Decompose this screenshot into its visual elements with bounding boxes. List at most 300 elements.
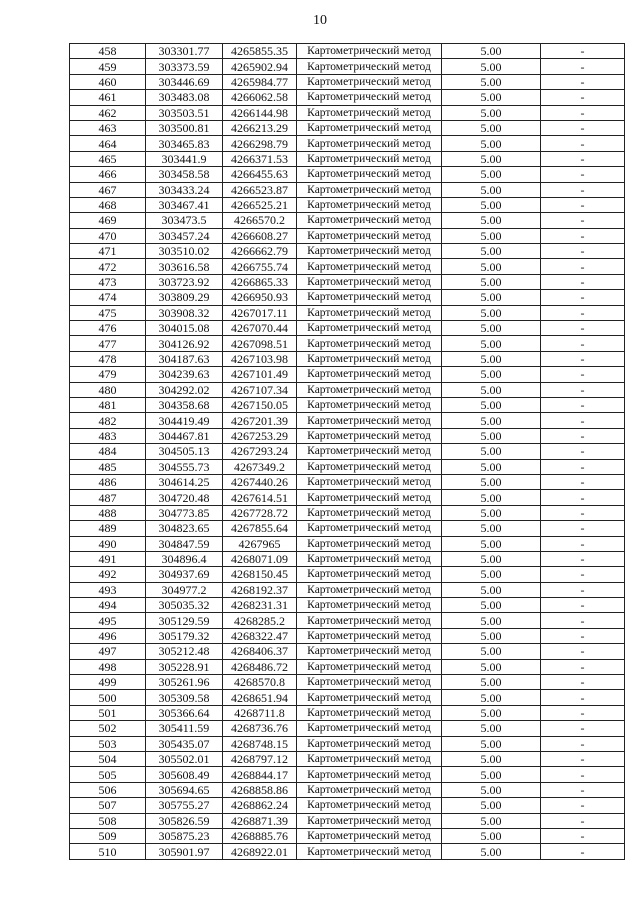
note-cell: - bbox=[541, 44, 625, 59]
note-cell: - bbox=[541, 444, 625, 459]
accuracy-cell: 5.00 bbox=[442, 213, 541, 228]
accuracy-cell: 5.00 bbox=[442, 521, 541, 536]
point-number-cell: 509 bbox=[70, 828, 146, 843]
note-cell: - bbox=[541, 59, 625, 74]
method-cell: Картометрический метод bbox=[297, 413, 442, 428]
y-coordinate-cell: 4267614.51 bbox=[223, 490, 297, 505]
x-coordinate-cell: 304847.59 bbox=[146, 536, 223, 551]
note-cell: - bbox=[541, 598, 625, 613]
note-cell: - bbox=[541, 459, 625, 474]
method-cell: Картометрический метод bbox=[297, 367, 442, 382]
x-coordinate-cell: 304896.4 bbox=[146, 551, 223, 566]
method-cell: Картометрический метод bbox=[297, 490, 442, 505]
y-coordinate-cell: 4266523.87 bbox=[223, 182, 297, 197]
accuracy-cell: 5.00 bbox=[442, 798, 541, 813]
note-cell: - bbox=[541, 259, 625, 274]
method-cell: Картометрический метод bbox=[297, 582, 442, 597]
y-coordinate-cell: 4268570.8 bbox=[223, 675, 297, 690]
accuracy-cell: 5.00 bbox=[442, 474, 541, 489]
note-cell: - bbox=[541, 798, 625, 813]
accuracy-cell: 5.00 bbox=[442, 751, 541, 766]
table-row bbox=[70, 151, 625, 166]
x-coordinate-cell: 305179.32 bbox=[146, 628, 223, 643]
x-coordinate-cell: 303467.41 bbox=[146, 197, 223, 212]
point-number-cell: 499 bbox=[70, 675, 146, 690]
accuracy-cell: 5.00 bbox=[442, 644, 541, 659]
y-coordinate-cell: 4268651.94 bbox=[223, 690, 297, 705]
x-coordinate-cell: 303301.77 bbox=[146, 44, 223, 59]
method-cell: Картометрический метод bbox=[297, 397, 442, 412]
note-cell: - bbox=[541, 551, 625, 566]
y-coordinate-cell: 4266950.93 bbox=[223, 290, 297, 305]
x-coordinate-cell: 305826.59 bbox=[146, 813, 223, 828]
method-cell: Картометрический метод bbox=[297, 136, 442, 151]
point-number-cell: 473 bbox=[70, 274, 146, 289]
method-cell: Картометрический метод bbox=[297, 274, 442, 289]
method-cell: Картометрический метод bbox=[297, 828, 442, 843]
point-number-cell: 484 bbox=[70, 444, 146, 459]
x-coordinate-cell: 303433.24 bbox=[146, 182, 223, 197]
y-coordinate-cell: 4266213.29 bbox=[223, 120, 297, 135]
y-coordinate-cell: 4268797.12 bbox=[223, 751, 297, 766]
point-number-cell: 467 bbox=[70, 182, 146, 197]
table-row bbox=[70, 751, 625, 766]
point-number-cell: 503 bbox=[70, 736, 146, 751]
method-cell: Картометрический метод bbox=[297, 521, 442, 536]
table-row bbox=[70, 782, 625, 797]
point-number-cell: 462 bbox=[70, 105, 146, 120]
method-cell: Картометрический метод bbox=[297, 444, 442, 459]
accuracy-cell: 5.00 bbox=[442, 490, 541, 505]
note-cell: - bbox=[541, 582, 625, 597]
note-cell: - bbox=[541, 367, 625, 382]
accuracy-cell: 5.00 bbox=[442, 336, 541, 351]
table-row bbox=[70, 736, 625, 751]
x-coordinate-cell: 304292.02 bbox=[146, 382, 223, 397]
y-coordinate-cell: 4268862.24 bbox=[223, 798, 297, 813]
accuracy-cell: 5.00 bbox=[442, 567, 541, 582]
x-coordinate-cell: 303809.29 bbox=[146, 290, 223, 305]
y-coordinate-cell: 4268322.47 bbox=[223, 628, 297, 643]
x-coordinate-cell: 304614.25 bbox=[146, 474, 223, 489]
accuracy-cell: 5.00 bbox=[442, 675, 541, 690]
x-coordinate-cell: 305608.49 bbox=[146, 767, 223, 782]
table-row bbox=[70, 813, 625, 828]
x-coordinate-cell: 303503.51 bbox=[146, 105, 223, 120]
note-cell: - bbox=[541, 197, 625, 212]
table-row bbox=[70, 105, 625, 120]
x-coordinate-cell: 303373.59 bbox=[146, 59, 223, 74]
note-cell: - bbox=[541, 244, 625, 259]
table-row bbox=[70, 536, 625, 551]
y-coordinate-cell: 4266371.53 bbox=[223, 151, 297, 166]
table-row bbox=[70, 90, 625, 105]
y-coordinate-cell: 4267070.44 bbox=[223, 321, 297, 336]
x-coordinate-cell: 304823.65 bbox=[146, 521, 223, 536]
y-coordinate-cell: 4267965 bbox=[223, 536, 297, 551]
point-number-cell: 492 bbox=[70, 567, 146, 582]
method-cell: Картометрический метод bbox=[297, 228, 442, 243]
x-coordinate-cell: 305261.96 bbox=[146, 675, 223, 690]
table-row bbox=[70, 59, 625, 74]
method-cell: Картометрический метод bbox=[297, 782, 442, 797]
x-coordinate-cell: 303457.24 bbox=[146, 228, 223, 243]
table-row bbox=[70, 382, 625, 397]
x-coordinate-cell: 305755.27 bbox=[146, 798, 223, 813]
table-row bbox=[70, 567, 625, 582]
accuracy-cell: 5.00 bbox=[442, 197, 541, 212]
accuracy-cell: 5.00 bbox=[442, 182, 541, 197]
point-number-cell: 464 bbox=[70, 136, 146, 151]
note-cell: - bbox=[541, 813, 625, 828]
x-coordinate-cell: 304239.63 bbox=[146, 367, 223, 382]
point-number-cell: 483 bbox=[70, 428, 146, 443]
table-row bbox=[70, 690, 625, 705]
accuracy-cell: 5.00 bbox=[442, 90, 541, 105]
x-coordinate-cell: 303465.83 bbox=[146, 136, 223, 151]
coordinates-table-body bbox=[70, 44, 625, 860]
note-cell: - bbox=[541, 690, 625, 705]
table-row bbox=[70, 259, 625, 274]
method-cell: Картометрический метод bbox=[297, 459, 442, 474]
note-cell: - bbox=[541, 167, 625, 182]
table-row bbox=[70, 44, 625, 59]
y-coordinate-cell: 4268192.37 bbox=[223, 582, 297, 597]
y-coordinate-cell: 4268406.37 bbox=[223, 644, 297, 659]
method-cell: Картометрический метод bbox=[297, 721, 442, 736]
method-cell: Картометрический метод bbox=[297, 644, 442, 659]
accuracy-cell: 5.00 bbox=[442, 828, 541, 843]
note-cell: - bbox=[541, 767, 625, 782]
accuracy-cell: 5.00 bbox=[442, 228, 541, 243]
table-row bbox=[70, 444, 625, 459]
y-coordinate-cell: 4267253.29 bbox=[223, 428, 297, 443]
y-coordinate-cell: 4268858.86 bbox=[223, 782, 297, 797]
note-cell: - bbox=[541, 305, 625, 320]
note-cell: - bbox=[541, 413, 625, 428]
table-row bbox=[70, 305, 625, 320]
x-coordinate-cell: 303510.02 bbox=[146, 244, 223, 259]
table-row bbox=[70, 336, 625, 351]
page-number: 10 bbox=[313, 13, 327, 28]
y-coordinate-cell: 4266144.98 bbox=[223, 105, 297, 120]
x-coordinate-cell: 304467.81 bbox=[146, 428, 223, 443]
accuracy-cell: 5.00 bbox=[442, 259, 541, 274]
y-coordinate-cell: 4268486.72 bbox=[223, 659, 297, 674]
x-coordinate-cell: 305212.48 bbox=[146, 644, 223, 659]
point-number-cell: 498 bbox=[70, 659, 146, 674]
accuracy-cell: 5.00 bbox=[442, 844, 541, 859]
table-row bbox=[70, 675, 625, 690]
method-cell: Картометрический метод bbox=[297, 59, 442, 74]
x-coordinate-cell: 304015.08 bbox=[146, 321, 223, 336]
table-row bbox=[70, 428, 625, 443]
point-number-cell: 478 bbox=[70, 351, 146, 366]
method-cell: Картометрический метод bbox=[297, 844, 442, 859]
x-coordinate-cell: 303723.92 bbox=[146, 274, 223, 289]
table-row bbox=[70, 767, 625, 782]
y-coordinate-cell: 4267107.34 bbox=[223, 382, 297, 397]
accuracy-cell: 5.00 bbox=[442, 613, 541, 628]
accuracy-cell: 5.00 bbox=[442, 321, 541, 336]
method-cell: Картометрический метод bbox=[297, 474, 442, 489]
point-number-cell: 489 bbox=[70, 521, 146, 536]
x-coordinate-cell: 304773.85 bbox=[146, 505, 223, 520]
note-cell: - bbox=[541, 351, 625, 366]
y-coordinate-cell: 4267349.2 bbox=[223, 459, 297, 474]
note-cell: - bbox=[541, 751, 625, 766]
y-coordinate-cell: 4267098.51 bbox=[223, 336, 297, 351]
method-cell: Картометрический метод bbox=[297, 259, 442, 274]
accuracy-cell: 5.00 bbox=[442, 582, 541, 597]
y-coordinate-cell: 4266865.33 bbox=[223, 274, 297, 289]
table-row bbox=[70, 505, 625, 520]
table-row bbox=[70, 521, 625, 536]
y-coordinate-cell: 4266455.63 bbox=[223, 167, 297, 182]
point-number-cell: 465 bbox=[70, 151, 146, 166]
point-number-cell: 494 bbox=[70, 598, 146, 613]
x-coordinate-cell: 303446.69 bbox=[146, 74, 223, 89]
x-coordinate-cell: 303908.32 bbox=[146, 305, 223, 320]
y-coordinate-cell: 4265984.77 bbox=[223, 74, 297, 89]
table-row bbox=[70, 490, 625, 505]
x-coordinate-cell: 305366.64 bbox=[146, 705, 223, 720]
method-cell: Картометрический метод bbox=[297, 767, 442, 782]
table-row bbox=[70, 659, 625, 674]
note-cell: - bbox=[541, 136, 625, 151]
point-number-cell: 488 bbox=[70, 505, 146, 520]
table-row bbox=[70, 351, 625, 366]
accuracy-cell: 5.00 bbox=[442, 659, 541, 674]
accuracy-cell: 5.00 bbox=[442, 397, 541, 412]
point-number-cell: 508 bbox=[70, 813, 146, 828]
note-cell: - bbox=[541, 675, 625, 690]
table-row bbox=[70, 290, 625, 305]
note-cell: - bbox=[541, 844, 625, 859]
x-coordinate-cell: 304505.13 bbox=[146, 444, 223, 459]
method-cell: Картометрический метод bbox=[297, 659, 442, 674]
y-coordinate-cell: 4266062.58 bbox=[223, 90, 297, 105]
accuracy-cell: 5.00 bbox=[442, 628, 541, 643]
table-row bbox=[70, 274, 625, 289]
table-row bbox=[70, 413, 625, 428]
method-cell: Картометрический метод bbox=[297, 567, 442, 582]
accuracy-cell: 5.00 bbox=[442, 413, 541, 428]
table-row bbox=[70, 213, 625, 228]
accuracy-cell: 5.00 bbox=[442, 444, 541, 459]
coordinates-table bbox=[69, 43, 625, 860]
method-cell: Картометрический метод bbox=[297, 598, 442, 613]
point-number-cell: 496 bbox=[70, 628, 146, 643]
note-cell: - bbox=[541, 151, 625, 166]
x-coordinate-cell: 303500.81 bbox=[146, 120, 223, 135]
table-row bbox=[70, 644, 625, 659]
point-number-cell: 471 bbox=[70, 244, 146, 259]
table-row bbox=[70, 474, 625, 489]
accuracy-cell: 5.00 bbox=[442, 705, 541, 720]
table-row bbox=[70, 228, 625, 243]
note-cell: - bbox=[541, 521, 625, 536]
x-coordinate-cell: 305901.97 bbox=[146, 844, 223, 859]
y-coordinate-cell: 4268871.39 bbox=[223, 813, 297, 828]
method-cell: Картометрический метод bbox=[297, 675, 442, 690]
method-cell: Картометрический метод bbox=[297, 44, 442, 59]
y-coordinate-cell: 4265902.94 bbox=[223, 59, 297, 74]
point-number-cell: 506 bbox=[70, 782, 146, 797]
point-number-cell: 476 bbox=[70, 321, 146, 336]
method-cell: Картометрический метод bbox=[297, 213, 442, 228]
method-cell: Картометрический метод bbox=[297, 321, 442, 336]
method-cell: Картометрический метод bbox=[297, 813, 442, 828]
method-cell: Картометрический метод bbox=[297, 690, 442, 705]
note-cell: - bbox=[541, 321, 625, 336]
accuracy-cell: 5.00 bbox=[442, 767, 541, 782]
accuracy-cell: 5.00 bbox=[442, 505, 541, 520]
point-number-cell: 500 bbox=[70, 690, 146, 705]
x-coordinate-cell: 305129.59 bbox=[146, 613, 223, 628]
table-row bbox=[70, 844, 625, 859]
x-coordinate-cell: 303616.58 bbox=[146, 259, 223, 274]
y-coordinate-cell: 4267150.05 bbox=[223, 397, 297, 412]
point-number-cell: 480 bbox=[70, 382, 146, 397]
accuracy-cell: 5.00 bbox=[442, 167, 541, 182]
accuracy-cell: 5.00 bbox=[442, 244, 541, 259]
x-coordinate-cell: 303483.08 bbox=[146, 90, 223, 105]
method-cell: Картометрический метод bbox=[297, 798, 442, 813]
y-coordinate-cell: 4267728.72 bbox=[223, 505, 297, 520]
table-row bbox=[70, 828, 625, 843]
note-cell: - bbox=[541, 90, 625, 105]
x-coordinate-cell: 304555.73 bbox=[146, 459, 223, 474]
accuracy-cell: 5.00 bbox=[442, 305, 541, 320]
point-number-cell: 466 bbox=[70, 167, 146, 182]
y-coordinate-cell: 4268150.45 bbox=[223, 567, 297, 582]
table-row bbox=[70, 582, 625, 597]
accuracy-cell: 5.00 bbox=[442, 536, 541, 551]
method-cell: Картометрический метод bbox=[297, 182, 442, 197]
note-cell: - bbox=[541, 182, 625, 197]
y-coordinate-cell: 4266570.2 bbox=[223, 213, 297, 228]
x-coordinate-cell: 304187.63 bbox=[146, 351, 223, 366]
method-cell: Картометрический метод bbox=[297, 197, 442, 212]
note-cell: - bbox=[541, 397, 625, 412]
y-coordinate-cell: 4266755.74 bbox=[223, 259, 297, 274]
accuracy-cell: 5.00 bbox=[442, 690, 541, 705]
point-number-cell: 501 bbox=[70, 705, 146, 720]
note-cell: - bbox=[541, 120, 625, 135]
accuracy-cell: 5.00 bbox=[442, 120, 541, 135]
note-cell: - bbox=[541, 428, 625, 443]
y-coordinate-cell: 4268711.8 bbox=[223, 705, 297, 720]
y-coordinate-cell: 4268231.31 bbox=[223, 598, 297, 613]
point-number-cell: 474 bbox=[70, 290, 146, 305]
method-cell: Картометрический метод bbox=[297, 613, 442, 628]
note-cell: - bbox=[541, 721, 625, 736]
note-cell: - bbox=[541, 705, 625, 720]
method-cell: Картометрический метод bbox=[297, 105, 442, 120]
method-cell: Картометрический метод bbox=[297, 336, 442, 351]
point-number-cell: 505 bbox=[70, 767, 146, 782]
point-number-cell: 472 bbox=[70, 259, 146, 274]
note-cell: - bbox=[541, 613, 625, 628]
point-number-cell: 477 bbox=[70, 336, 146, 351]
point-number-cell: 463 bbox=[70, 120, 146, 135]
note-cell: - bbox=[541, 213, 625, 228]
accuracy-cell: 5.00 bbox=[442, 136, 541, 151]
y-coordinate-cell: 4268922.01 bbox=[223, 844, 297, 859]
y-coordinate-cell: 4268736.76 bbox=[223, 721, 297, 736]
y-coordinate-cell: 4268071.09 bbox=[223, 551, 297, 566]
table-row bbox=[70, 244, 625, 259]
method-cell: Картометрический метод bbox=[297, 74, 442, 89]
point-number-cell: 461 bbox=[70, 90, 146, 105]
note-cell: - bbox=[541, 828, 625, 843]
point-number-cell: 504 bbox=[70, 751, 146, 766]
table-row bbox=[70, 613, 625, 628]
point-number-cell: 502 bbox=[70, 721, 146, 736]
point-number-cell: 468 bbox=[70, 197, 146, 212]
accuracy-cell: 5.00 bbox=[442, 351, 541, 366]
note-cell: - bbox=[541, 382, 625, 397]
accuracy-cell: 5.00 bbox=[442, 428, 541, 443]
method-cell: Картометрический метод bbox=[297, 428, 442, 443]
table-row bbox=[70, 197, 625, 212]
y-coordinate-cell: 4267293.24 bbox=[223, 444, 297, 459]
point-number-cell: 469 bbox=[70, 213, 146, 228]
point-number-cell: 475 bbox=[70, 305, 146, 320]
accuracy-cell: 5.00 bbox=[442, 736, 541, 751]
note-cell: - bbox=[541, 274, 625, 289]
accuracy-cell: 5.00 bbox=[442, 274, 541, 289]
note-cell: - bbox=[541, 228, 625, 243]
method-cell: Картометрический метод bbox=[297, 351, 442, 366]
method-cell: Картометрический метод bbox=[297, 167, 442, 182]
accuracy-cell: 5.00 bbox=[442, 367, 541, 382]
y-coordinate-cell: 4268285.2 bbox=[223, 613, 297, 628]
x-coordinate-cell: 303458.58 bbox=[146, 167, 223, 182]
point-number-cell: 495 bbox=[70, 613, 146, 628]
x-coordinate-cell: 304720.48 bbox=[146, 490, 223, 505]
note-cell: - bbox=[541, 567, 625, 582]
y-coordinate-cell: 4267017.11 bbox=[223, 305, 297, 320]
y-coordinate-cell: 4265855.35 bbox=[223, 44, 297, 59]
table-row bbox=[70, 182, 625, 197]
note-cell: - bbox=[541, 505, 625, 520]
table-row bbox=[70, 167, 625, 182]
method-cell: Картометрический метод bbox=[297, 551, 442, 566]
accuracy-cell: 5.00 bbox=[442, 551, 541, 566]
x-coordinate-cell: 305502.01 bbox=[146, 751, 223, 766]
y-coordinate-cell: 4268844.17 bbox=[223, 767, 297, 782]
point-number-cell: 493 bbox=[70, 582, 146, 597]
note-cell: - bbox=[541, 290, 625, 305]
accuracy-cell: 5.00 bbox=[442, 459, 541, 474]
table-row bbox=[70, 321, 625, 336]
y-coordinate-cell: 4266525.21 bbox=[223, 197, 297, 212]
y-coordinate-cell: 4268748.15 bbox=[223, 736, 297, 751]
method-cell: Картометрический метод bbox=[297, 751, 442, 766]
method-cell: Картометрический метод bbox=[297, 305, 442, 320]
x-coordinate-cell: 305228.91 bbox=[146, 659, 223, 674]
x-coordinate-cell: 304419.49 bbox=[146, 413, 223, 428]
point-number-cell: 485 bbox=[70, 459, 146, 474]
point-number-cell: 479 bbox=[70, 367, 146, 382]
table-row bbox=[70, 798, 625, 813]
x-coordinate-cell: 305035.32 bbox=[146, 598, 223, 613]
point-number-cell: 486 bbox=[70, 474, 146, 489]
note-cell: - bbox=[541, 736, 625, 751]
y-coordinate-cell: 4267103.98 bbox=[223, 351, 297, 366]
